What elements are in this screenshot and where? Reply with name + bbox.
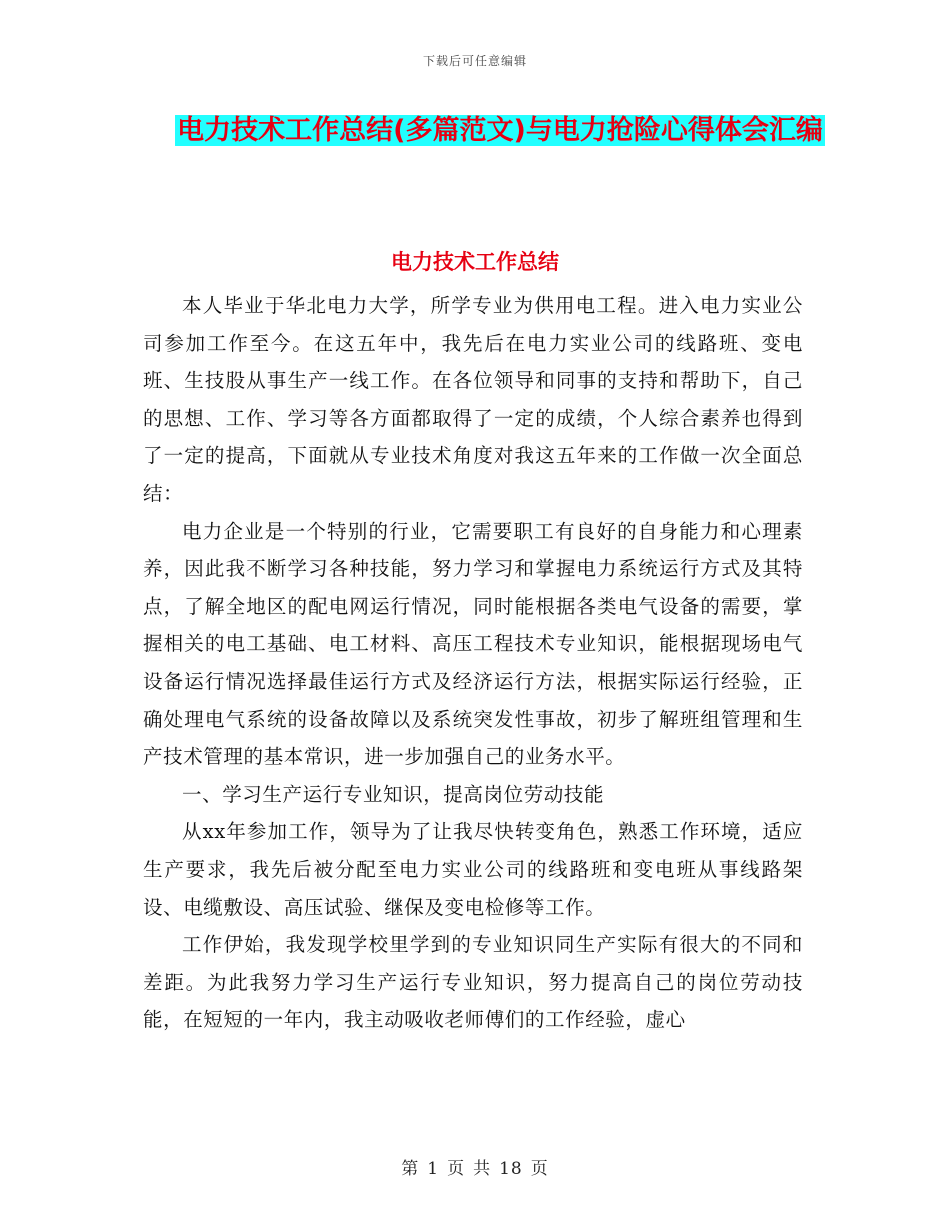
section-title: 电力技术工作总结 <box>391 250 559 274</box>
footer-suffix: 页 <box>530 1159 549 1179</box>
footer-page-word: 页 <box>447 1159 466 1179</box>
header-note: 下载后可任意编辑 <box>422 54 527 68</box>
total-pages-number: 18 <box>499 1159 523 1179</box>
paragraph: 工作伊始，我发现学校里学到的专业知识同生产实际有很大的不同和差距。为此我努力学习生产运行专业知识，努力提高自己的岗位劳动技能，在短短的一年内，我主动吸收老师傅们的工作经验，虚心 <box>143 933 803 1032</box>
paragraph: 电力企业是一个特别的行业，它需要职工有良好的自身能力和心理素养，因此我不断学习各种技能，努力学习和掌握电力系统运行方式及其特点，了解全地区的配电网运行情况，同时能根据各类电气设备的需要，掌握相关的电工基础、电工材料、高压工程技术专业知识，能根据现场电气设备运行情况选择最佳运行方式及经济运行方法，根据实际运行经验，正确处理电气系统的设备故障以及系统突发性事故，初步了解班组管理和生产技术管理的基本常识，进一步加强自己的业务水平。 <box>143 519 803 769</box>
paragraph: 本人毕业于华北电力大学，所学专业为供用电工程。进入电力实业公司参加工作至今。在这五年中，我先后在电力实业公司的线路班、变电班、生技股从事生产一线工作。在各位领导和同事的支持和帮助下，自己的思想、工作、学习等各方面都取得了一定的成绩，个人综合素养也得到了一定的提高，下面就从专业技术角度对我这五年来的工作做一次全面总结： <box>143 294 803 505</box>
document-title <box>170 106 830 156</box>
body-text <box>143 287 803 1039</box>
page-footer <box>0 1154 950 1179</box>
document-title-text: 电力技术工作总结(多篇范文)与电力抢险心得体会汇编 <box>177 115 823 146</box>
paragraph: 从xx年参加工作，领导为了让我尽快转变角色，熟悉工作环境，适应生产要求，我先后被分配至电力实业公司的线路班和变电班从事线路架设、电缆敷设、高压试验、继保及变电检修等工作。 <box>143 820 803 919</box>
current-page-number: 1 <box>427 1159 440 1179</box>
footer-prefix: 第 <box>401 1159 420 1179</box>
subheading: 一、学习生产运行专业知识，提高岗位劳动技能 <box>182 782 605 806</box>
footer-total-prefix: 共 <box>473 1159 492 1179</box>
